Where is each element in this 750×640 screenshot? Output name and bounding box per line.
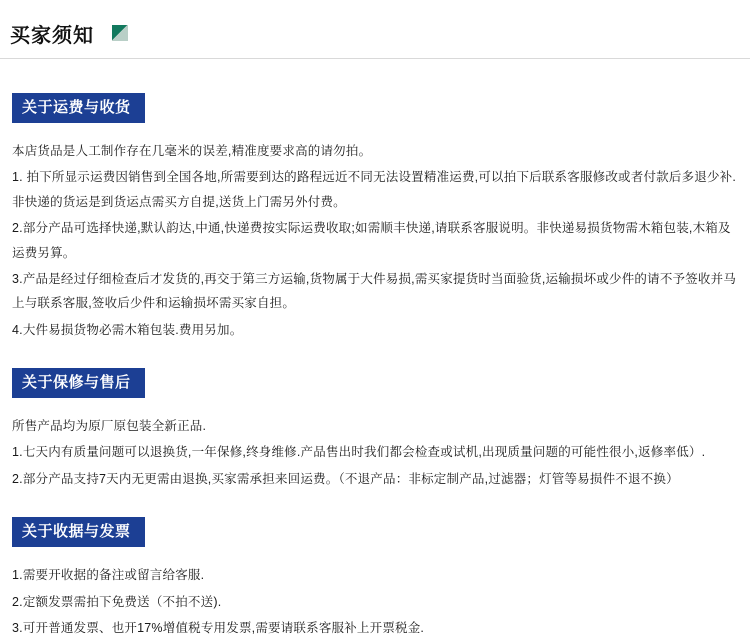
page-header <box>0 0 750 47</box>
section-body <box>12 139 738 342</box>
paragraph: 1.需要开收据的备注或留言给客服. <box>12 568 205 583</box>
paragraph: 所售产品均为原厂原包装全新正品. <box>12 419 207 433</box>
paragraph: 2.部分产品可选择快递,默认韵达,中通,快递费按实际运费收取;如需顺丰快递,请联系客服说明。非快递易损货物需木箱包装,木箱及运费另算。 <box>12 221 731 260</box>
square-marker-icon <box>112 25 128 41</box>
section-warranty <box>12 368 738 491</box>
paragraph: 1. 拍下所显示运费因销售到全国各地,所需要到达的路程远近不同无法设置精准运费,可以拍下后联系客服修改或者付款后多退少补.非快递的货运是到货运点需买方自提,送货上门需另外付费。 <box>12 170 737 209</box>
notice-content <box>0 93 750 640</box>
paragraph: 2.部分产品支持7天内无更需由退换,买家需承担来回运费。（不退产品：非标定制产品,过滤器；灯管等易损件不退不换） <box>12 471 679 486</box>
paragraph: 4.大件易损货物必需木箱包装.费用另加。 <box>12 322 243 337</box>
section-heading: 关于保修与售后 <box>12 368 145 398</box>
section-body <box>12 563 738 640</box>
page-title: 买家须知 <box>10 24 94 47</box>
paragraph: 3.产品是经过仔细检查后才发货的,再交于第三方运输,货物属于大件易损,需买家提货时当面验货,运输损坏或少件的请不予签收并马上与联系客服,签收后少件和运输损坏需买家自担。 <box>12 271 737 311</box>
section-invoice <box>12 517 738 640</box>
section-body <box>12 414 738 491</box>
paragraph: 1.七天内有质量问题可以退换货,一年保修,终身维修.产品售出时我们都会检查或试机,出现质量问题的可能性很小,返修率低）. <box>12 445 706 460</box>
paragraph: 3.可开普通发票、也开17%增值税专用发票,需要请联系客服补上开票税金. <box>12 620 425 635</box>
paragraph: 本店货品是人工制作存在几毫米的误差,精准度要求高的请勿拍。 <box>12 144 372 158</box>
paragraph: 2.定额发票需拍下免费送（不拍不送). <box>12 594 222 609</box>
header-divider <box>0 58 750 59</box>
section-heading: 关于收据与发票 <box>12 517 145 547</box>
section-heading: 关于运费与收货 <box>12 93 145 123</box>
section-shipping <box>12 93 738 342</box>
